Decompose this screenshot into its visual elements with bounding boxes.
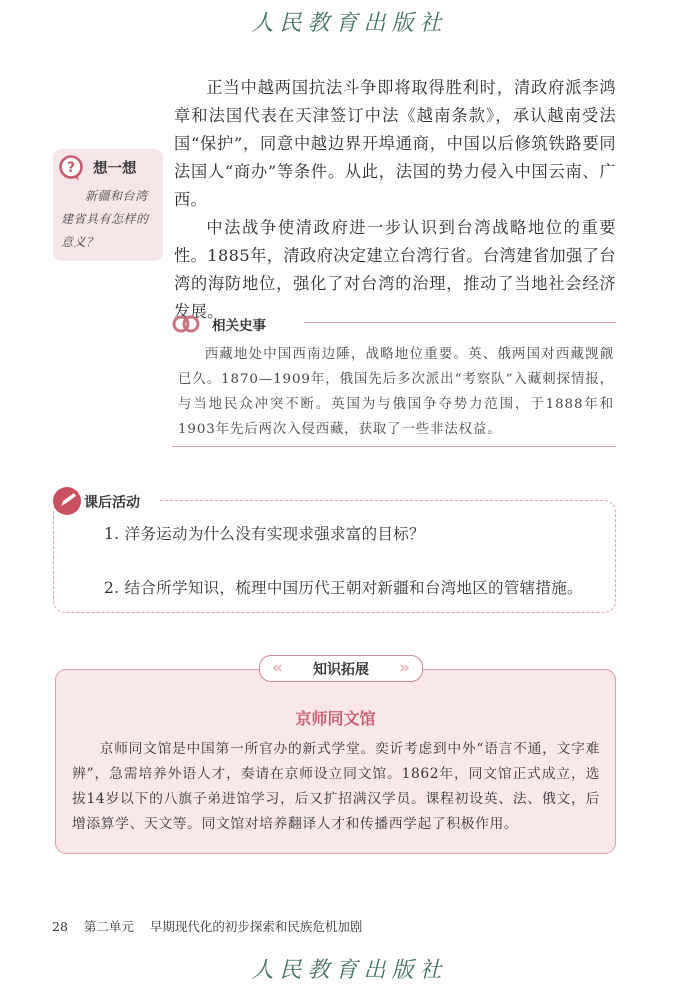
unit-label: 第二单元 xyxy=(83,919,134,934)
unit-title: 早期现代化的初步探索和民族危机加剧 xyxy=(149,919,363,934)
divider xyxy=(172,446,616,447)
divider xyxy=(304,322,616,323)
svg-text:?: ? xyxy=(66,160,76,176)
think-title: 想一想 xyxy=(93,161,137,177)
knowledge-tab-label: 知识拓展 xyxy=(313,662,369,678)
chevron-left-icon: « xyxy=(272,658,283,678)
chevron-right-icon: » xyxy=(399,658,410,678)
question-bubble-icon xyxy=(58,155,84,183)
activity-question-1: 1. 洋务运动为什么没有实现求强求富的目标？ xyxy=(104,525,425,543)
knowledge-paragraph: 京师同文馆是中国第一所官办的新式学堂。奕䜣考虑到中外“语言不通，文字难辨”，急需培养外语人才，奏请在京师设立同文馆。1862年，同文馆正式成立，选拔14岁以下的八旗子弟进馆学习，后又扩招满汉学员。课程初设英、法、俄文，后增添算学、天文等。同文馆对培养翻译人才和传播西学起了积极作用。 xyxy=(72,741,600,832)
related-body xyxy=(178,342,614,442)
main-text xyxy=(174,74,616,326)
knowledge-body xyxy=(72,737,600,837)
related-paragraph: 西藏地处中国西南边陲，战略地位重要。英、俄两国对西藏觊觎已久。1870—1909年，俄国先后多次派出“考察队”入藏刺探情报，与当地民众冲突不断。英国为与俄国争夺势力范围，于1888年和1903年先后两次入侵西藏，获取了一些非法权益。 xyxy=(178,347,614,437)
page-footer xyxy=(52,917,374,935)
publisher-logo-top: 人民教育出版社 xyxy=(251,11,448,36)
activity-question-2: 2. 结合所学知识，梳理中国历代王朝对新疆和台湾地区的管辖措施。 xyxy=(104,579,583,597)
paragraph: 中法战争使清政府进一步认识到台湾战略地位的重要性。1885年，清政府决定建立台湾行省。台湾建省加强了台湾的海防地位，强化了对台湾的治理，推动了当地社会经济发展。 xyxy=(174,218,616,321)
knowledge-title: 京师同文馆 xyxy=(295,709,376,728)
think-sidebar xyxy=(53,149,163,261)
paragraph: 正当中越两国抗法斗争即将取得胜利时，清政府派李鸿章和法国代表在天津签订中法《越南条款》，承认越南受法国“保护”，同意中越边界开埠通商，中国以后修筑铁路要同法国人“商办”等条件。从此，法国的势力侵入中国云南、广西。 xyxy=(174,78,616,209)
knowledge-tab xyxy=(259,655,423,682)
pencil-badge-icon xyxy=(52,486,82,516)
publisher-logo-bottom: 人民教育出版社 xyxy=(251,958,448,983)
page-number: 28 xyxy=(52,919,68,934)
related-title: 相关史事 xyxy=(212,318,266,334)
activity-title: 课后活动 xyxy=(84,495,140,511)
think-question: 新疆和台湾建省具有怎样的意义？ xyxy=(61,189,149,249)
related-history-icon xyxy=(172,310,200,338)
